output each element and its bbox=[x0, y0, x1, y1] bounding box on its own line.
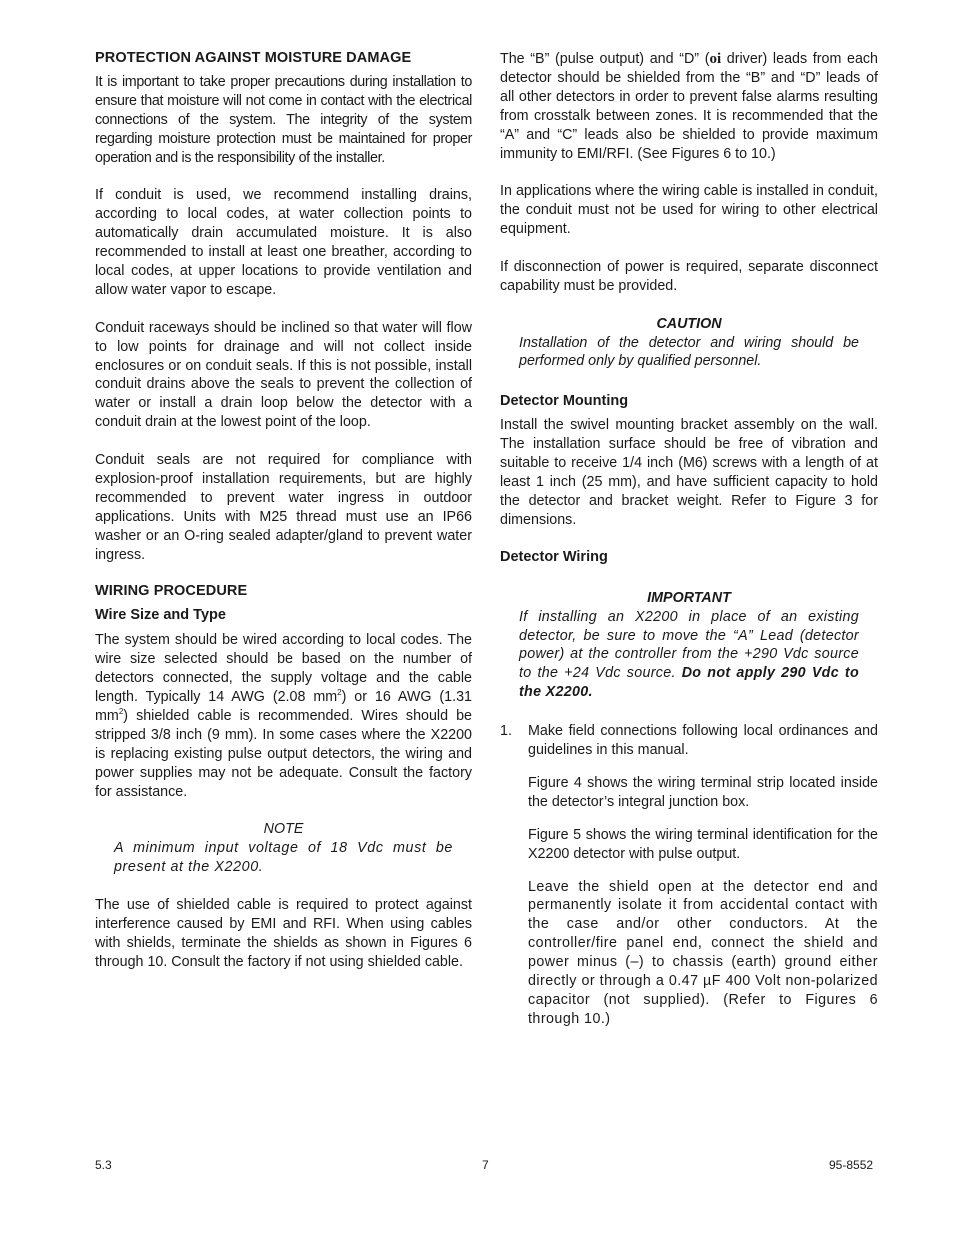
note-text: A minimum input voltage of 18 Vdc must be present at the X2200. bbox=[114, 840, 453, 876]
moisture-paragraph-1: It is important to take proper precautions during installation to ensure that moisture will not come in contact with the electrical connections of the system. The integrity of the system regarding moisture protection must be maintained for proper operation and is the responsibility of the installer. bbox=[95, 74, 472, 166]
disconnect-paragraph: If disconnection of power is required, separate disconnect capability must be provided. bbox=[500, 258, 878, 294]
caution-heading: CAUTION bbox=[656, 315, 722, 332]
footer-page-number: 7 bbox=[482, 1158, 489, 1172]
step-paragraph-2: Figure 4 shows the wiring terminal strip located inside the detector’s integral junction box. bbox=[528, 774, 878, 810]
mounting-paragraph: Install the swivel mounting bracket assembly on the wall. The installation surface should be free of vibration and suitable to receive 1/4 inch (M6) screws with a length of at least 1 inch (25 mm), and have sufficient capacity to hold the detector and bracket weight. Refer to Figure 3 for dimensions. bbox=[500, 417, 878, 528]
wiring-procedure-heading: WIRING PROCEDURE bbox=[95, 583, 248, 600]
moisture-paragraph-4: Conduit seals are not required for compliance with explosion-proof installation requirements, but are highly recommended to prevent water ingress in outdoor applications. Units with M25 thread must use an IP66 washer or an O-ring sealed adapter/gland to prevent water ingress. bbox=[95, 452, 472, 563]
shielding-paragraph: The “B” (pulse output) and “D” (oi driver) leads from each detector should be shielded from the “B” and “D” leads of all other detectors in order to prevent false alarms resulting from crosstalk between zones. It is recommended that the “A” and “C” leads also be shielded to provide maximum immunity to EMI/RFI. (See Figures 6 to 10.) bbox=[500, 51, 878, 162]
step-number: 1. bbox=[500, 723, 512, 740]
wire-size-paragraph: The system should be wired according to local codes. The wire size selected should be based on the number of detectors connected, the supply voltage and the cable length. Typically 14 AWG (2.08 $mm^2$) or 16 AWG (1.31 $mm^2$) shielded cable is recommended. Wires should be stripped 3/8 inch (9 mm). In some cases where the X2200 is replacing existing pulse output detectors, the wiring and power supplies may not be adequate. Consult the factory for assistance. bbox=[95, 632, 472, 800]
oi-logo-icon: oi bbox=[709, 51, 722, 67]
conduit-paragraph: In applications where the wiring cable is installed in conduit, the conduit must not be used for wiring to other electrical equipment. bbox=[500, 183, 878, 238]
step-paragraph-1: Make field connections following local ordinances and guidelines in this manual. bbox=[528, 723, 878, 759]
important-callout bbox=[519, 589, 859, 702]
note-heading: NOTE bbox=[263, 821, 304, 838]
moisture-paragraph-3: Conduit raceways should be inclined so that water will flow to low points for drainage and will not collect inside enclosures or on conduit seals. If this is not possible, install conduit drains above the seals to prevent the collection of water or install a drain loop below the detector with a conduit drain at the lowest point of the loop. bbox=[95, 319, 472, 431]
wiring-steps-list bbox=[500, 722, 878, 1043]
step-paragraph-3: Figure 5 shows the wiring terminal identification for the X2200 detector with pulse output. bbox=[528, 826, 878, 862]
moisture-heading: PROTECTION AGAINST MOISTURE DAMAGE bbox=[95, 50, 412, 66]
moisture-paragraph-2: If conduit is used, we recommend installing drains, according to local codes, at water collection points to automatically drain accumulated moisture. It is also recommended to install at least one breather, according to local codes, at upper locations to provide ventilation and allow water vapor to escape. bbox=[95, 187, 472, 298]
wire-size-heading: Wire Size and Type bbox=[95, 607, 226, 624]
important-text: If installing an X2200 in place of an existing detector, be sure to move the “A” Lead (detector power) at the controller from the +290 Vdc source to the +24 Vdc source. Do not apply 290 Vdc to the X2200. bbox=[519, 608, 859, 701]
important-heading: IMPORTANT bbox=[647, 589, 731, 606]
left-column bbox=[95, 50, 472, 972]
detector-mounting-heading: Detector Mounting bbox=[500, 393, 629, 410]
step-paragraph-4: Leave the shield open at the detector end and permanently isolate it from accidental contact with the case and/or other conductors. At the controller/fire panel end, connect the shield and power minus (–) to chassis (earth) ground either directly or through a 0.47 µF 400 Volt non-polarized capacitor (not supplied). (Refer to Figures 6 through 10.) bbox=[528, 878, 878, 1027]
list-item bbox=[500, 722, 878, 1043]
caution-callout bbox=[519, 315, 859, 372]
footer-document-number: 95-8552 bbox=[829, 1158, 874, 1172]
detector-wiring-heading: Detector Wiring bbox=[500, 548, 608, 565]
step-content bbox=[528, 722, 878, 1043]
note-callout bbox=[114, 820, 453, 877]
shielded-cable-paragraph: The use of shielded cable is required to protect against interference caused by EMI and RFI. When using cables with shields, terminate the shields as shown in Figures 6 through 10. Consult the factory if not using shielded cable. bbox=[95, 897, 472, 970]
footer-revision: 5.3 bbox=[95, 1158, 112, 1172]
right-column bbox=[500, 50, 878, 1043]
caution-text: Installation of the detector and wiring should be performed only by qualified personnel. bbox=[519, 334, 859, 370]
